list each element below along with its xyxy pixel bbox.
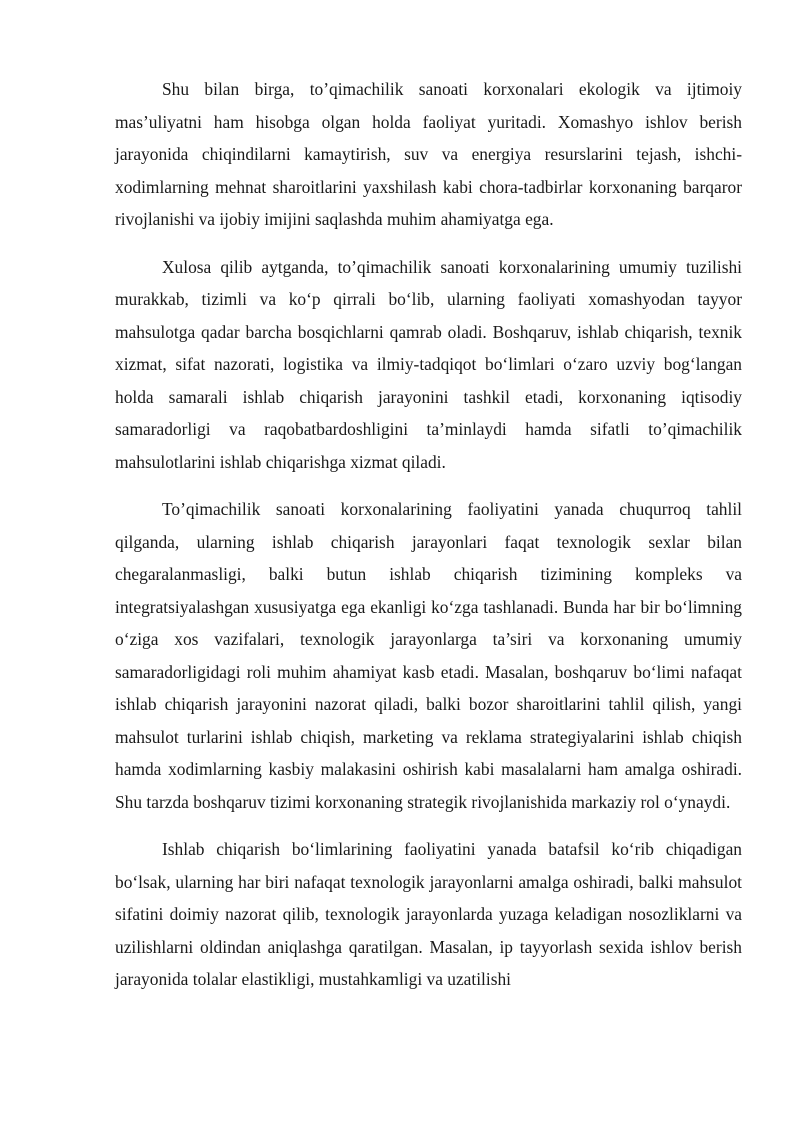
- paragraph-social-responsibility: Shu bilan birga, to’qimachilik sanoati korxonalari ekologik va ijtimoiy mas’uliyatni ham hisobga olgan holda faoliyat yuritadi. Xomashyo ishlov berish jarayonida chiqindilarni kamaytirish, suv va energiya resurslarini tejash, ishchi-xodimlarning mehnat sharoitlarini yaxshilash kabi chora-tadbirlar korxonaning barqaror rivojlanishi va ijobiy imijini saqlashda muhim ahamiyatga ega.: [115, 79, 742, 229]
- document-page: [115, 73, 742, 1011]
- paragraph-production-departments: Ishlab chiqarish bo‘limlarining faoliyatini yanada batafsil ko‘rib chiqadigan bo‘lsak, ularning har biri nafaqat texnologik jarayonlarni amalga oshiradi, balki mahsulot sifatini doimiy nazorat qilib, texnologik jarayonlarda yuzaga keladigan nosozliklarni va uzilishlarni oldindan aniqlashga qaratilgan. Masalan, ip tayyorlash sexida ishlov berish jarayonida tolalar elastikligi, mustahkamligi va uzatilishi: [115, 839, 742, 989]
- paragraph-conclusion: Xulosa qilib aytganda, to’qimachilik sanoati korxonalarining umumiy tuzilishi murakkab, tizimli va ko‘p qirrali bo‘lib, ularning faoliyati xomashyodan tayyor mahsulotga qadar barcha bosqichlarni qamrab oladi. Boshqaruv, ishlab chiqarish, texnik xizmat, sifat nazorati, logistika va ilmiy-tadqiqot bo‘limlari o‘zaro uzviy bog‘langan holda samarali ishlab chiqarish jarayonini tashkil etadi, korxonaning iqtisodiy samaradorligi va raqobatbardoshligini ta’minlaydi hamda sifatli to’qimachilik mahsulotlarini ishlab chiqarishga xizmat qiladi.: [115, 256, 742, 472]
- paragraph-deeper-analysis: To’qimachilik sanoati korxonalarining faoliyatini yanada chuqurroq tahlil qilganda, ularning ishlab chiqarish jarayonlari faqat texnologik sexlar bilan chegaralanmasligi, balki butun ishlab chiqarish tizimining kompleks va integratsiyalashgan xususiyatga ega ekanligi ko‘zga tashlanadi. Bunda har bir bo‘limning o‘ziga xos vazifalari, texnologik jarayonlarga ta’siri va korxonaning umumiy samaradorligidagi roli muhim ahamiyat kasb etadi. Masalan, boshqaruv bo‘limi nafaqat ishlab chiqarish jarayonini nazorat qiladi, balki bozor sharoitlarini tahlil qilish, yangi mahsulot turlarini ishlab chiqish, marketing va reklama strategiyalarini ishlab chiqish hamda xodimlarning kasbiy malakasini oshirish kabi masalalarni ham amalga oshiradi. Shu tarzda boshqaruv tizimi korxonaning strategik rivojlanishida markaziy rol o‘ynaydi.: [115, 499, 742, 812]
